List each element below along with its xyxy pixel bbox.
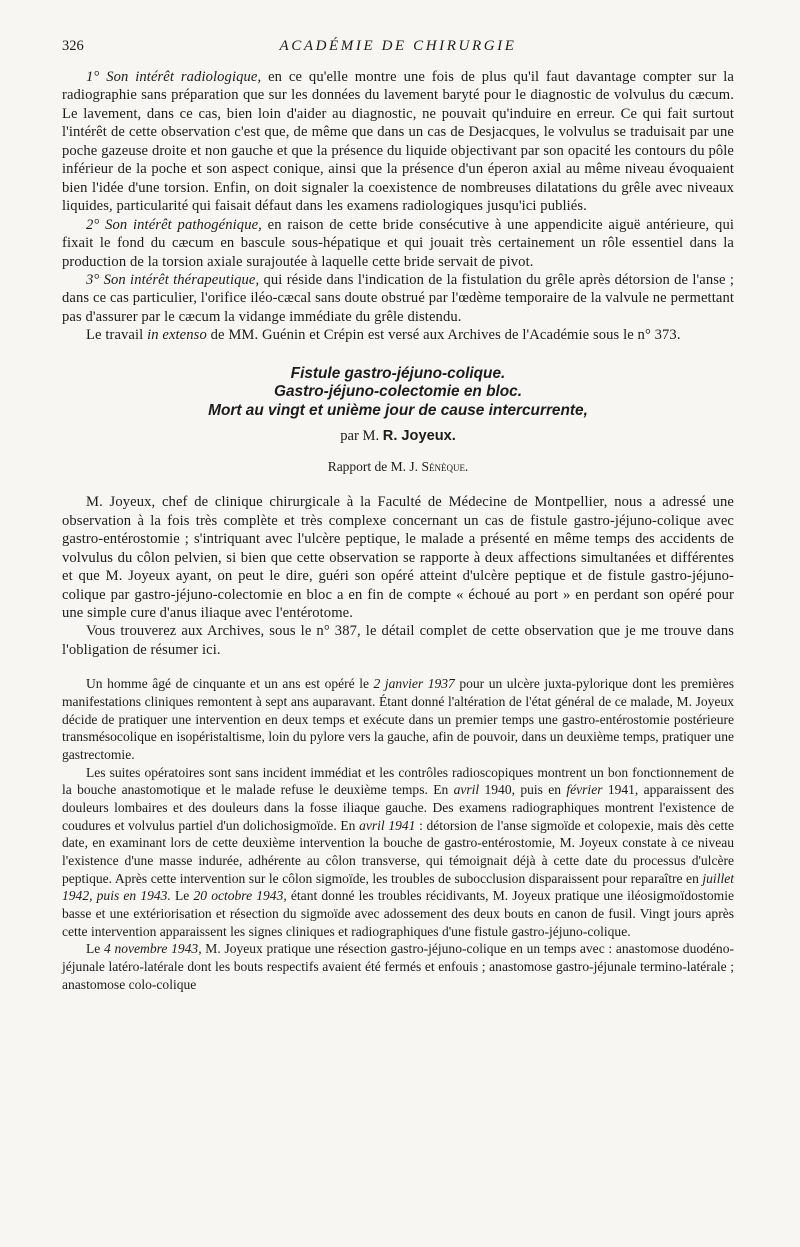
- paragraph-label: 1° Son intérêt radiologique,: [86, 69, 262, 85]
- paragraph-text: en raison de cette bride consécutive à une appendicite aiguë antérieure, qui fixait le fond du cæcum en bascule sous-hépatique et qui jouait très certainement un rôle essentiel dans la production de la torsion axiale surajoutée à laquelle cette bride servait de pivot.: [62, 216, 734, 270]
- case-text: Un homme âgé de cinquante et un ans est opéré le: [86, 676, 374, 692]
- italic-date: 4 novembre 1943,: [104, 941, 202, 957]
- italic-date: avril 1941: [359, 817, 416, 833]
- italic-term: in extenso: [147, 327, 207, 344]
- italic-date: février: [566, 782, 603, 798]
- case-text: Les suites opératoires sont sans incident immédiat et les contrôles radioscopiques montrent un bon fonctionnement de la bouche anastomotique et le malade refuse le deuxième temps. En: [62, 764, 734, 798]
- case-text: 1940, puis en: [479, 782, 567, 798]
- case-text: Le: [86, 941, 104, 957]
- case-text: pour un ulcère juxta-pylorique dont les premières manifestations cliniques remontent à sept ans auparavant. Étant donné l'altération de l'état général de ce malade, M. Joyeux décide de pratiquer une intervention en deux temps et exécute dans un premier temps une gastro-entérostomie postérieure transmésocolique en isopéristaltisme, loin du pylore vers la gauche, afin de pouvoir, dans un deuxième temps, pratiquer une gastrectomie.: [62, 676, 735, 762]
- paragraph-archive-note: Le travail in extenso de MM. Guénin et Crépin est versé aux Archives de l'Académie sous le n° 373.: [86, 327, 681, 344]
- page-header: [62, 38, 734, 60]
- italic-date: avril: [453, 782, 480, 798]
- title-line: Gastro-jéjuno-colectomie en bloc.: [273, 383, 522, 401]
- paragraph-label: 3° Son intérêt thérapeutique,: [86, 271, 260, 288]
- case-paragraph: [62, 940, 734, 993]
- reporter-name: Sénèque.: [421, 459, 469, 475]
- case-text: 1941, apparaissent des douleurs lombaires et des douleurs dans la fosse iliaque gauche. Des examens radiographiques montrent l'existence de coudures et volvulus partiel d'un dolichosigmoïde. En: [62, 782, 734, 833]
- paragraph-label: 2° Son intérêt pathogénique,: [86, 216, 262, 233]
- paragraph-text: qui réside dans l'indication de la fistulation du grêle après détorsion de l'anse ; dans ce cas particulier, l'orifice iléo-cæcal sans doute obstrué par l'œdème temporaire de la valvule ne permettant pas d'assurer par le cæcum la vidange immédiate du grêle distendu.: [62, 271, 734, 325]
- report-byline: Rapport de M. J. Sénèque.: [327, 459, 469, 475]
- report-paragraph: Vous trouverez aux Archives, sous le n° 387, le détail complet de cette observation que je me trouve dans l'obligation de résumer ici.: [62, 623, 734, 658]
- case-text: Le: [170, 888, 194, 904]
- case-text: étant donné les troubles récidivants, M. Joyeux pratique une iléosigmoïdostomie basse et une extériorisation et résection du sigmoïde avec adossement des deux bouts en canon de fusil. Vingt jours après cette intervention apparaissent les signes cliniques et radiographiques d'une fistule gastro-jéjuno-colique.: [62, 888, 734, 939]
- title-line: Mort au vingt et unième jour de cause intercurrente,: [208, 401, 588, 419]
- paragraph-radiological: [62, 68, 734, 216]
- italic-date: 20 octobre 1943,: [193, 888, 287, 904]
- paragraph-text: en ce qu'elle montre une fois de plus qu'il faut davantage compter sur la radiographie sans préparation que sur les données du lavement baryté pour le diagnostic de volvulus du cæcum. Le lavement, dans ce cas, bien loin d'aider au diagnostic, ne pouvait qu'induire en erreur. Ce qui fait surtout l'intérêt de cette observation c'est que, de même que dans un cas de Desjacques, le volvulus se traduisait par une poche gazeuse droite et non gauche et que la présence du liquide objectivant par son opacité les contours du pôle inférieur de la poche et son aspect conique, ainsi que la présence d'un éperon axial au même niveau évoquaient bien l'idée d'une torsion. Enfin, on doit signaler la coexistence de nombreuses dilatations du grêle avec niveaux liquides, particularité qui faisait défaut dans les examens radiologiques jusqu'ici publiés.: [62, 69, 734, 215]
- italic-date: juillet 1942, puis en 1943.: [62, 870, 734, 904]
- case-section: [62, 675, 734, 993]
- paragraph-pathogenic: [62, 216, 734, 271]
- case-text: : détorsion de l'anse sigmoïde et colopexie, mais dès cette date, en examinant lors de cette deuxième intervention la bouche de gastro-entérostomie, M. Joyeux constate à ce niveau l'existence d'une masse indurée, adhérente au côlon transverse, qui témoignait déjà à cette date du processus d'ulcère peptique. Après cette intervention sur le côlon sigmoïde, les troubles de subocclusion disparaissent pour reparaître en: [62, 817, 735, 886]
- paragraph-therapeutic: [62, 271, 734, 326]
- italic-date: 2 janvier 1937: [373, 676, 455, 692]
- author-name: R. Joyeux.: [382, 428, 456, 445]
- report-paragraph: M. Joyeux, chef de clinique chirurgicale à la Faculté de Médecine de Montpellier, nous a adressé une observation à la fois très complète et très complexe concernant un cas de fistule gastro-jéjuno-colique avec gastro-entérostomie ; s'intriquant avec l'ulcère peptique, le malade a présenté en même temps des accidents de volvulus du côlon pelvien, si bien que cette observation se rapporte à deux affections simultanées et différentes et que M. Joyeux ayant, on peut le dire, guéri son opéré atteint d'ulcère peptique et de fistule gastro-jéjuno-colique par gastro-jéjuno-colectomie en bloc a en fin de compte « échoué au port » en perdant son opéré pour une simple cure d'anus iliaque avec l'entérotome.: [62, 494, 734, 622]
- case-text: M. Joyeux pratique une résection gastro-jéjuno-colique en un temps avec : anastomose duodéno-jéjunale latéro-latérale dont les bouts respectifs avaient été fermés et enfouis ; anastomose gastro-jéjunale termino-latérale ; anastomose colo-colique: [62, 941, 734, 992]
- running-title: ACADÉMIE DE CHIRURGIE: [279, 38, 517, 54]
- article-title: [62, 365, 734, 421]
- report-section: [62, 493, 734, 659]
- page-number: 326: [62, 38, 84, 54]
- article-author: par M. R. Joyeux.: [340, 428, 456, 445]
- title-line: Fistule gastro-jéjuno-colique.: [290, 364, 506, 382]
- intro-section: [62, 68, 734, 345]
- case-paragraph: [62, 675, 734, 763]
- case-paragraph: [62, 764, 734, 941]
